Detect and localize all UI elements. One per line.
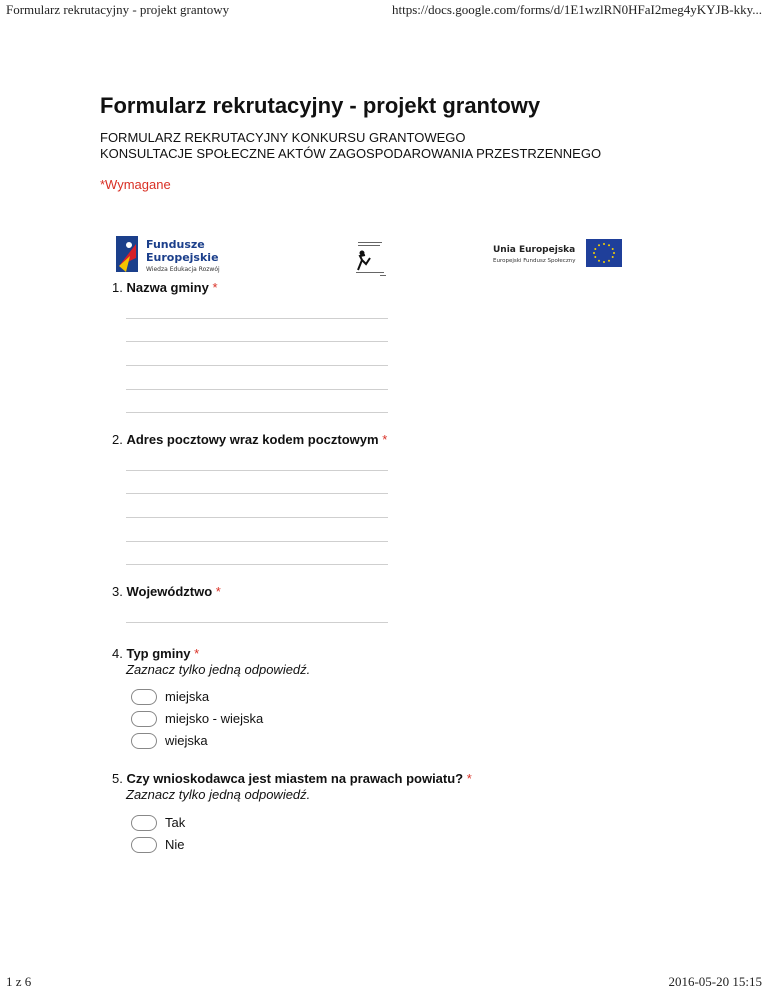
- form: [100, 92, 680, 278]
- question-text: Czy wnioskodawca jest miastem na prawach powiatu?: [126, 771, 464, 786]
- question-number: 4.: [112, 646, 123, 661]
- required-mark: *: [212, 280, 218, 295]
- answer-line[interactable]: [126, 517, 388, 518]
- print-header-url: https://docs.google.com/forms/d/1E1wzlRN0HFaI2meg4yKYJB-kky...: [392, 2, 762, 17]
- option-label: Tak: [165, 815, 186, 830]
- form-title: Formularz rekrutacyjny - projekt grantowy: [100, 93, 541, 118]
- option-label: wiejska: [165, 733, 208, 748]
- answer-line[interactable]: [126, 541, 388, 542]
- required-note: *Wymagane: [100, 177, 171, 192]
- ue-logo-line1: Unia Europejska: [493, 245, 576, 255]
- form-description-line-2: KONSULTACJE SPOŁECZNE AKTÓW ZAGOSPODAROWANIA PRZESTRZENNEGO: [100, 146, 602, 161]
- fundusze-europejskie-logo: [116, 236, 256, 276]
- print-header: [6, 2, 762, 18]
- page-counter: 1 z 6: [6, 974, 32, 989]
- fe-logo-line2: Europejskie: [146, 251, 219, 264]
- question-label: [112, 280, 218, 296]
- radio-button[interactable]: [131, 689, 157, 705]
- question-hint: Zaznacz tylko jedną odpowiedź.: [126, 787, 311, 802]
- question-text: Nazwa gminy: [126, 280, 209, 295]
- answer-line[interactable]: [126, 412, 388, 413]
- partner-logo: [350, 238, 390, 278]
- ue-logo-line2: Europejski Fundusz Społeczny: [493, 258, 576, 264]
- answer-line[interactable]: [126, 318, 388, 319]
- option-label: miejsko - wiejska: [165, 711, 264, 726]
- question-number: 3.: [112, 584, 123, 599]
- question-label: [112, 584, 221, 600]
- option-label: miejska: [165, 689, 210, 704]
- radio-button[interactable]: [131, 733, 157, 749]
- fe-logo-line3: Wiedza Edukacja Rozwój: [146, 266, 220, 273]
- question-text: Województwo: [126, 584, 213, 599]
- answer-line[interactable]: [126, 341, 388, 342]
- question-label: [112, 771, 472, 787]
- answer-line[interactable]: [126, 389, 388, 390]
- answer-line[interactable]: [126, 470, 388, 471]
- question-hint: Zaznacz tylko jedną odpowiedź.: [126, 662, 311, 677]
- option-label: Nie: [165, 837, 185, 852]
- radio-button[interactable]: [131, 837, 157, 853]
- logos-strip: [100, 218, 680, 278]
- question-label: [112, 432, 387, 448]
- answer-line[interactable]: [126, 622, 388, 623]
- required-mark: *: [382, 432, 388, 447]
- question-text: Typ gminy: [126, 646, 191, 661]
- answer-line[interactable]: [126, 564, 388, 565]
- answer-line[interactable]: [126, 493, 388, 494]
- print-footer: [6, 974, 762, 990]
- question-number: 2.: [112, 432, 123, 447]
- print-header-title: Formularz rekrutacyjny - projekt grantowy: [6, 2, 230, 17]
- required-mark: *: [215, 584, 221, 599]
- form-description: [100, 130, 680, 162]
- radio-button[interactable]: [131, 815, 157, 831]
- question-label: [112, 646, 199, 662]
- question-number: 1.: [112, 280, 123, 295]
- form-description-line-1: FORMULARZ REKRUTACYJNY KONKURSU GRANTOWEGO: [100, 130, 466, 145]
- question-number: 5.: [112, 771, 123, 786]
- question-text: Adres pocztowy wraz kodem pocztowym: [126, 432, 379, 447]
- required-mark: *: [194, 646, 200, 661]
- answer-line[interactable]: [126, 365, 388, 366]
- fe-logo-line1: Fundusze: [146, 238, 205, 251]
- print-timestamp: 2016-05-20 15:15: [668, 974, 762, 989]
- unia-europejska-logo: [493, 239, 623, 269]
- required-mark: *: [466, 771, 472, 786]
- radio-button[interactable]: [131, 711, 157, 727]
